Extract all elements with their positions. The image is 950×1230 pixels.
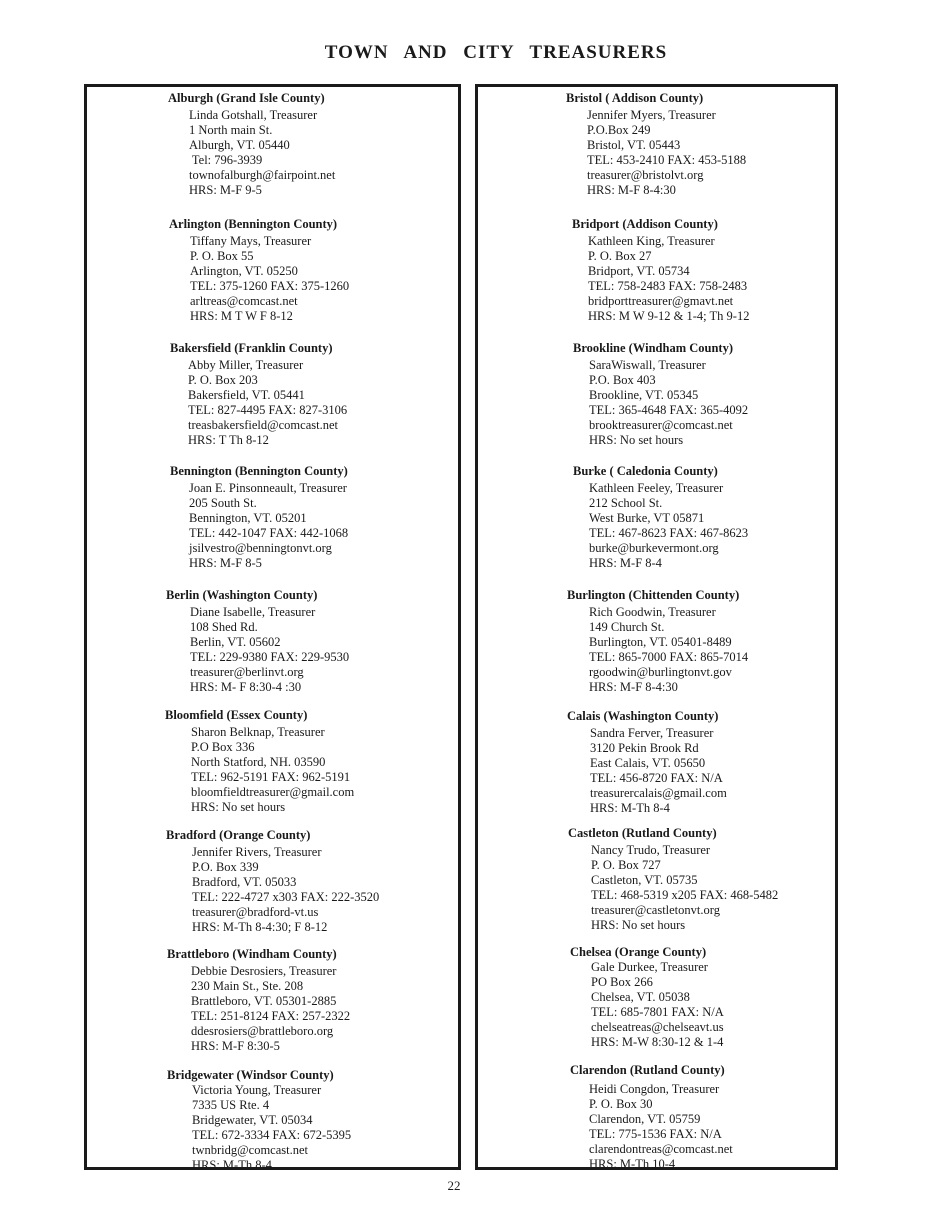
treasurer-name: Nancy Trudo, Treasurer [591, 843, 711, 857]
address-line: 149 Church St. [589, 620, 665, 634]
address-line: 230 Main St., Ste. 208 [191, 979, 304, 993]
email-line: ddesrosiers@brattleboro.org [191, 1024, 334, 1038]
email-line: twnbridg@comcast.net [192, 1143, 308, 1157]
treasurer-entry [167, 946, 350, 1054]
hours-line: HRS: No set hours [191, 800, 286, 814]
hours-line: HRS: M-F 8-5 [189, 556, 262, 570]
address-line: 205 South St. [189, 496, 257, 510]
email-line: burke@burkevermont.org [589, 541, 719, 555]
email-line: townofalburgh@fairpoint.net [189, 168, 336, 182]
hours-line: HRS: T Th 8-12 [188, 433, 269, 447]
email-line: arltreas@comcast.net [190, 294, 298, 308]
email-line: brooktreasurer@comcast.net [589, 418, 733, 432]
city-line: North Statford, NH. 03590 [191, 755, 326, 769]
phone-line: TEL: 467-8623 FAX: 467-8623 [589, 526, 749, 540]
address-line: 3120 Pekin Brook Rd [590, 741, 699, 755]
email-line: treasurer@bradford-vt.us [192, 905, 319, 919]
town-heading: Bradford (Orange County) [166, 828, 311, 842]
city-line: Brattleboro, VT. 05301-2885 [191, 994, 337, 1008]
treasurer-entry [568, 825, 778, 933]
treasurer-name: Debbie Desrosiers, Treasurer [191, 964, 337, 978]
treasurer-entry [169, 216, 349, 324]
city-line: Bridgewater, VT. 05034 [192, 1113, 313, 1127]
town-heading: Brattleboro (Windham County) [167, 947, 337, 961]
town-heading: Burke ( Caledonia County) [573, 464, 718, 478]
treasurer-name: Kathleen King, Treasurer [588, 234, 715, 248]
town-heading: Castleton (Rutland County) [568, 826, 717, 840]
town-heading: Bennington (Bennington County) [170, 464, 348, 478]
treasurer-entry [166, 587, 349, 695]
phone-line: TEL: 468-5319 x205 FAX: 468-5482 [591, 888, 779, 902]
city-line: Alburgh, VT. 05440 [189, 138, 290, 152]
treasurer-entry [570, 944, 724, 1050]
address-line: P.O Box 336 [191, 740, 255, 754]
address-line: 1 North main St. [189, 123, 273, 137]
town-heading: Clarendon (Rutland County) [570, 1063, 725, 1077]
town-heading: Bridgewater (Windsor County) [167, 1068, 334, 1082]
treasurer-entry [167, 1067, 351, 1173]
town-heading: Berlin (Washington County) [166, 588, 318, 602]
phone-line: TEL: 827-4495 FAX: 827-3106 [188, 403, 348, 417]
hours-line: HRS: No set hours [591, 918, 686, 932]
hours-line: HRS: M-Th 8-4:30; F 8-12 [192, 920, 328, 934]
city-line: Clarendon, VT. 05759 [589, 1112, 701, 1126]
address-line: PO Box 266 [591, 975, 653, 989]
treasurer-name: Tiffany Mays, Treasurer [190, 234, 312, 248]
town-heading: Bridport (Addison County) [572, 217, 718, 231]
phone-line: TEL: 685-7801 FAX: N/A [591, 1005, 724, 1019]
treasurer-entry [165, 707, 354, 815]
treasurer-entry [566, 90, 746, 198]
city-line: East Calais, VT. 05650 [590, 756, 706, 770]
email-line: rgoodwin@burlingtonvt.gov [589, 665, 732, 679]
hours-line: HRS: No set hours [589, 433, 684, 447]
address-line: P. O. Box 30 [589, 1097, 653, 1111]
email-line: bloomfieldtreasurer@gmail.com [191, 785, 355, 799]
email-line: jsilvestro@benningtonvt.org [189, 541, 332, 555]
treasurer-name: Gale Durkee, Treasurer [591, 960, 708, 974]
hours-line: HRS: M-W 8:30-12 & 1-4 [591, 1035, 724, 1049]
hours-line: HRS: M T W F 8-12 [190, 309, 293, 323]
phone-line: Tel: 796-3939 [189, 153, 263, 167]
phone-line: TEL: 229-9380 FAX: 229-9530 [190, 650, 350, 664]
town-heading: Bristol ( Addison County) [566, 91, 704, 105]
city-line: Bakersfield, VT. 05441 [188, 388, 305, 402]
town-heading: Arlington (Bennington County) [169, 217, 338, 231]
hours-line: HRS: M-F 8-4:30 [587, 183, 676, 197]
hours-line: HRS: M-F 8-4 [589, 556, 662, 570]
treasurer-name: Jennifer Rivers, Treasurer [192, 845, 322, 859]
email-line: treasurer@berlinvt.org [190, 665, 304, 679]
phone-line: TEL: 251-8124 FAX: 257-2322 [191, 1009, 351, 1023]
treasurer-name: Linda Gotshall, Treasurer [189, 108, 318, 122]
treasurer-entry [567, 708, 727, 816]
treasurer-entry [166, 827, 379, 935]
phone-line: TEL: 365-4648 FAX: 365-4092 [589, 403, 749, 417]
address-line: 7335 US Rte. 4 [192, 1098, 270, 1112]
city-line: West Burke, VT 05871 [589, 511, 705, 525]
treasurer-name: Sandra Ferver, Treasurer [590, 726, 714, 740]
address-line: P. O. Box 727 [591, 858, 661, 872]
phone-line: TEL: 865-7000 FAX: 865-7014 [589, 650, 749, 664]
hours-line: HRS: M-Th 8-4 [590, 801, 670, 815]
email-line: treasurer@castletonvt.org [591, 903, 720, 917]
city-line: Bennington, VT. 05201 [189, 511, 307, 525]
address-line: 212 School St. [589, 496, 663, 510]
city-line: Bradford, VT. 05033 [192, 875, 297, 889]
phone-line: TEL: 375-1260 FAX: 375-1260 [190, 279, 350, 293]
address-line: P. O. Box 203 [188, 373, 258, 387]
city-line: Berlin, VT. 05602 [190, 635, 281, 649]
hours-line: HRS: M- F 8:30-4 :30 [190, 680, 302, 694]
hours-line: HRS: M-F 8:30-5 [191, 1039, 280, 1053]
right-column [475, 84, 838, 1170]
hours-line: HRS: M-F 8-4:30 [589, 680, 678, 694]
treasurer-entry [168, 90, 335, 198]
phone-line: TEL: 775-1536 FAX: N/A [589, 1127, 722, 1141]
email-line: treasurercalais@gmail.com [590, 786, 727, 800]
treasurer-name: Sharon Belknap, Treasurer [191, 725, 325, 739]
address-line: P.O. Box 339 [192, 860, 259, 874]
hours-line: HRS: M W 9-12 & 1-4; Th 9-12 [588, 309, 750, 323]
left-column [84, 84, 461, 1170]
address-line: P. O. Box 27 [588, 249, 652, 263]
treasurer-entry [572, 216, 749, 324]
city-line: Burlington, VT. 05401-8489 [589, 635, 732, 649]
town-heading: Brookline (Windham County) [573, 341, 733, 355]
email-line: treasurer@bristolvt.org [587, 168, 704, 182]
treasurer-name: SaraWiswall, Treasurer [589, 358, 706, 372]
treasurer-entry [573, 340, 748, 448]
phone-line: TEL: 758-2483 FAX: 758-2483 [588, 279, 748, 293]
town-heading: Bloomfield (Essex County) [165, 708, 308, 722]
treasurer-name: Rich Goodwin, Treasurer [589, 605, 716, 619]
phone-line: TEL: 672-3334 FAX: 672-5395 [192, 1128, 352, 1142]
treasurer-name: Abby Miller, Treasurer [188, 358, 304, 372]
town-heading: Calais (Washington County) [567, 709, 719, 723]
address-line: P. O. Box 55 [190, 249, 254, 263]
treasurer-name: Diane Isabelle, Treasurer [190, 605, 316, 619]
email-line: treasbakersfield@comcast.net [188, 418, 338, 432]
treasurer-name: Heidi Congdon, Treasurer [589, 1082, 720, 1096]
town-heading: Bakersfield (Franklin County) [170, 341, 333, 355]
town-heading: Burlington (Chittenden County) [567, 588, 740, 602]
email-line: clarendontreas@comcast.net [589, 1142, 733, 1156]
email-line: chelseatreas@chelseavt.us [591, 1020, 724, 1034]
phone-line: TEL: 453-2410 FAX: 453-5188 [587, 153, 747, 167]
page-title: TOWN AND CITY TREASURERS [324, 42, 668, 63]
phone-line: TEL: 962-5191 FAX: 962-5191 [191, 770, 351, 784]
city-line: Castleton, VT. 05735 [591, 873, 698, 887]
hours-line: HRS: M-Th 10-4 [589, 1157, 676, 1171]
page-number: 22 [447, 1178, 461, 1193]
hours-line: HRS: M-Th 8-4 [192, 1158, 272, 1172]
phone-line: TEL: 456-8720 FAX: N/A [590, 771, 723, 785]
town-heading: Alburgh (Grand Isle County) [168, 91, 325, 105]
city-line: Chelsea, VT. 05038 [591, 990, 690, 1004]
treasurer-name: Joan E. Pinsonneault, Treasurer [189, 481, 347, 495]
treasurer-entry [570, 1062, 733, 1172]
treasurer-entry [567, 587, 748, 695]
treasurer-name: Victoria Young, Treasurer [192, 1083, 322, 1097]
treasurer-entry [170, 340, 347, 448]
phone-line: TEL: 442-1047 FAX: 442-1068 [189, 526, 349, 540]
treasurer-name: Jennifer Myers, Treasurer [587, 108, 716, 122]
email-line: bridporttreasurer@gmavt.net [588, 294, 734, 308]
city-line: Arlington, VT. 05250 [190, 264, 298, 278]
treasurer-name: Kathleen Feeley, Treasurer [589, 481, 724, 495]
city-line: Bridport, VT. 05734 [588, 264, 690, 278]
address-line: P.O. Box 403 [589, 373, 656, 387]
city-line: Brookline, VT. 05345 [589, 388, 699, 402]
treasurer-entry [170, 463, 348, 571]
hours-line: HRS: M-F 9-5 [189, 183, 262, 197]
address-line: P.O.Box 249 [587, 123, 651, 137]
address-line: 108 Shed Rd. [190, 620, 258, 634]
town-heading: Chelsea (Orange County) [570, 945, 707, 959]
phone-line: TEL: 222-4727 x303 FAX: 222-3520 [192, 890, 380, 904]
city-line: Bristol, VT. 05443 [587, 138, 681, 152]
treasurer-entry [573, 463, 748, 571]
